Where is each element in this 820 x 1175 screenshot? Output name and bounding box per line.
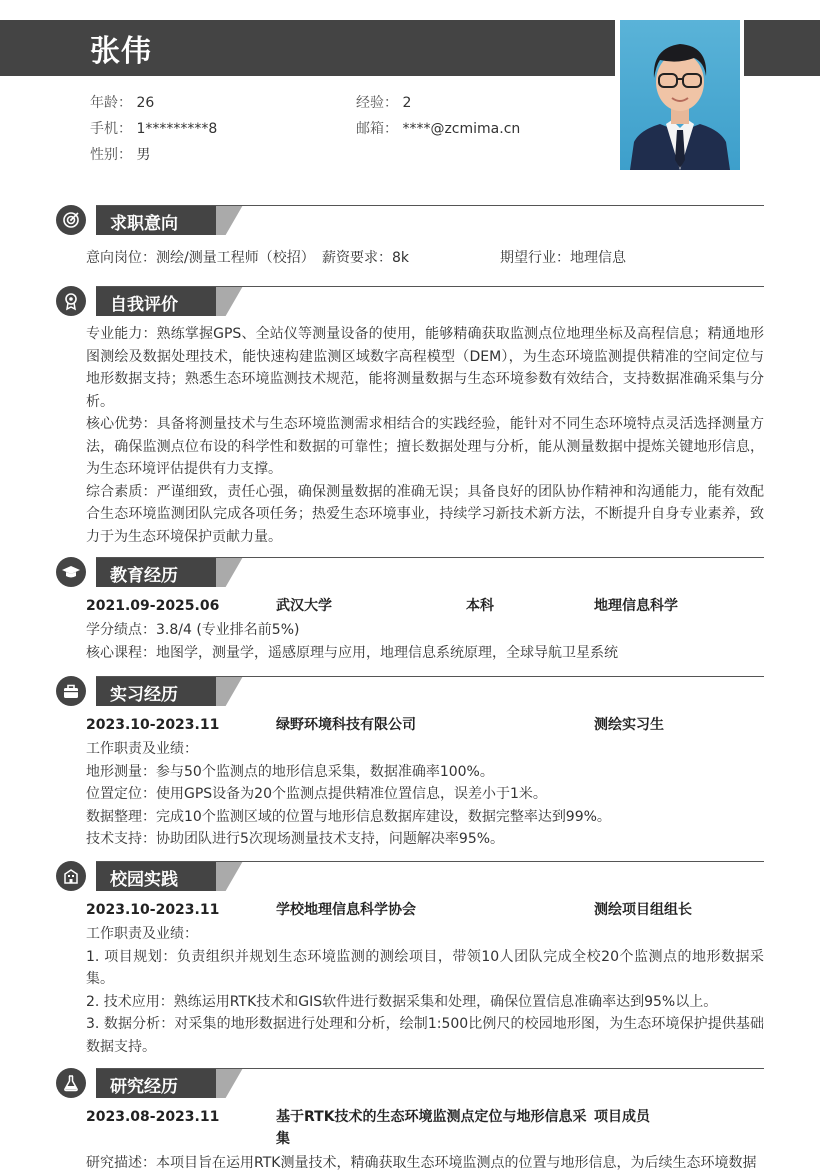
- intention-salary: 薪资要求：8k: [322, 250, 410, 266]
- education-major: 地理信息科学: [594, 598, 678, 614]
- section-education: [56, 557, 764, 664]
- internship-period: 2023.10-2023.11: [86, 717, 220, 733]
- internship-line: 地形测量：参与50个监测点的地形信息采集，数据准确率100%。: [86, 763, 494, 780]
- graduation-cap-icon: [56, 557, 86, 587]
- section-title: 研究经历: [110, 1077, 178, 1097]
- campus-line: 2. 技术应用：熟练运用RTK技术和GIS软件进行数据采集和处理，确保位置信息准确率达到95%以上。: [86, 993, 718, 1010]
- campus-org: 学校地理信息科学协会: [276, 902, 416, 918]
- campus-role: 测绘项目组组长: [594, 902, 692, 918]
- research-project: 基于RTK技术的生态环境监测点定位与地形信息采集: [276, 1109, 587, 1147]
- campus-line: 1. 项目规划：负责组织并规划生态环境监测的测绘项目，带领10人团队完成全校20个监测点的地形数据采集。: [86, 948, 764, 987]
- research-role: 项目成员: [594, 1109, 650, 1125]
- internship-line: 工作职责及业绩：: [86, 741, 198, 757]
- section-title: 求职意向: [110, 214, 178, 234]
- campus-line: 3. 数据分析：对采集的地形数据进行处理和分析，绘制1:500比例尺的校园地形图，为生态环境保护提供基础数据支持。: [86, 1016, 764, 1055]
- candidate-name: 张伟: [90, 34, 152, 69]
- section-self-evaluation: [56, 286, 764, 548]
- section-title: 教育经历: [110, 566, 178, 586]
- briefcase-icon: [56, 676, 86, 706]
- badge-icon: [56, 286, 86, 316]
- self-eval-paragraph: 综合素质：严谨细致，责任心强，确保测量数据的准确无误；具备良好的团队协作精神和沟通能力，能有效配合生态环境监测团队完成各项任务；热爱生态环境事业，持续学习新技术新方法，不断提升自身专业素养，致力于为生态环境保护贡献力量。: [86, 483, 764, 545]
- header-bar-right: [744, 20, 820, 76]
- section-research: [56, 1068, 764, 1175]
- self-eval-paragraph: 专业能力：熟练掌握GPS、全站仪等测量设备的使用，能够精确获取监测点位地理坐标及高程信息；精通地形图测绘及数据处理技术，能快速构建监测区域数字高程模型（DEM），为生态环境监测提供精准的空间定位与地形数据支持；熟悉生态环境监测技术规范，能将测量数据与生态环境参数有效结合，支持数据准确采集与分析。: [86, 326, 764, 410]
- campus-period: 2023.10-2023.11: [86, 902, 220, 918]
- internship-role: 测绘实习生: [594, 717, 664, 733]
- age-field: 年龄： 26: [90, 95, 155, 111]
- target-icon: [56, 205, 86, 235]
- research-period: 2023.08-2023.11: [86, 1109, 220, 1125]
- internship-line: 数据整理：完成10个监测区域的位置与地形信息数据库建设，数据完整率达到99%。: [86, 808, 611, 825]
- phone-field: 手机： 1*********8: [90, 121, 218, 137]
- section-title: 自我评价: [110, 295, 178, 315]
- building-icon: [56, 861, 86, 891]
- gender-field: 性别： 男: [90, 147, 151, 163]
- research-line: 研究描述：本项目旨在运用RTK测量技术，精确获取生态环境监测点的位置与地形信息，为后续生态环境数据: [86, 1155, 757, 1171]
- section-campus-practice: [56, 861, 764, 1058]
- intention-industry: 期望行业：地理信息: [500, 250, 626, 266]
- internship-line: 位置定位：使用GPS设备为20个监测点提供精准位置信息，误差小于1米。: [86, 786, 547, 802]
- experience-field: 经验： 2: [356, 95, 412, 111]
- section-internship: [56, 676, 764, 851]
- section-title: 校园实践: [110, 870, 178, 890]
- campus-line: 工作职责及业绩：: [86, 926, 198, 942]
- section-intention: [56, 205, 764, 271]
- education-period: 2021.09-2025.06: [86, 598, 220, 614]
- education-school: 武汉大学: [276, 598, 332, 614]
- education-line: 学分绩点：3.8/4 (专业排名前5%): [86, 622, 300, 638]
- profile-photo: [620, 20, 740, 170]
- flask-icon: [56, 1068, 86, 1098]
- education-degree: 本科: [466, 598, 494, 614]
- section-title: 实习经历: [110, 685, 178, 705]
- email-field: 邮箱： ****@zcmima.cn: [356, 121, 521, 137]
- education-line: 核心课程：地图学，测量学，遥感原理与应用，地理信息系统原理，全球导航卫星系统: [86, 644, 618, 661]
- internship-company: 绿野环境科技有限公司: [276, 717, 416, 733]
- internship-line: 技术支持：协助团队进行5次现场测量技术支持，问题解决率95%。: [86, 831, 505, 847]
- intention-position: 意向岗位：测绘/测量工程师（校招）: [86, 250, 315, 266]
- self-eval-paragraph: 核心优势：具备将测量技术与生态环境监测需求相结合的实践经验，能针对不同生态环境特点灵活选择测量方法，确保监测点位布设的科学性和数据的可靠性；擅长数据处理与分析，能从测量数据中提炼关键地形信息，为生态环境评估提供有力支撑。: [86, 416, 764, 477]
